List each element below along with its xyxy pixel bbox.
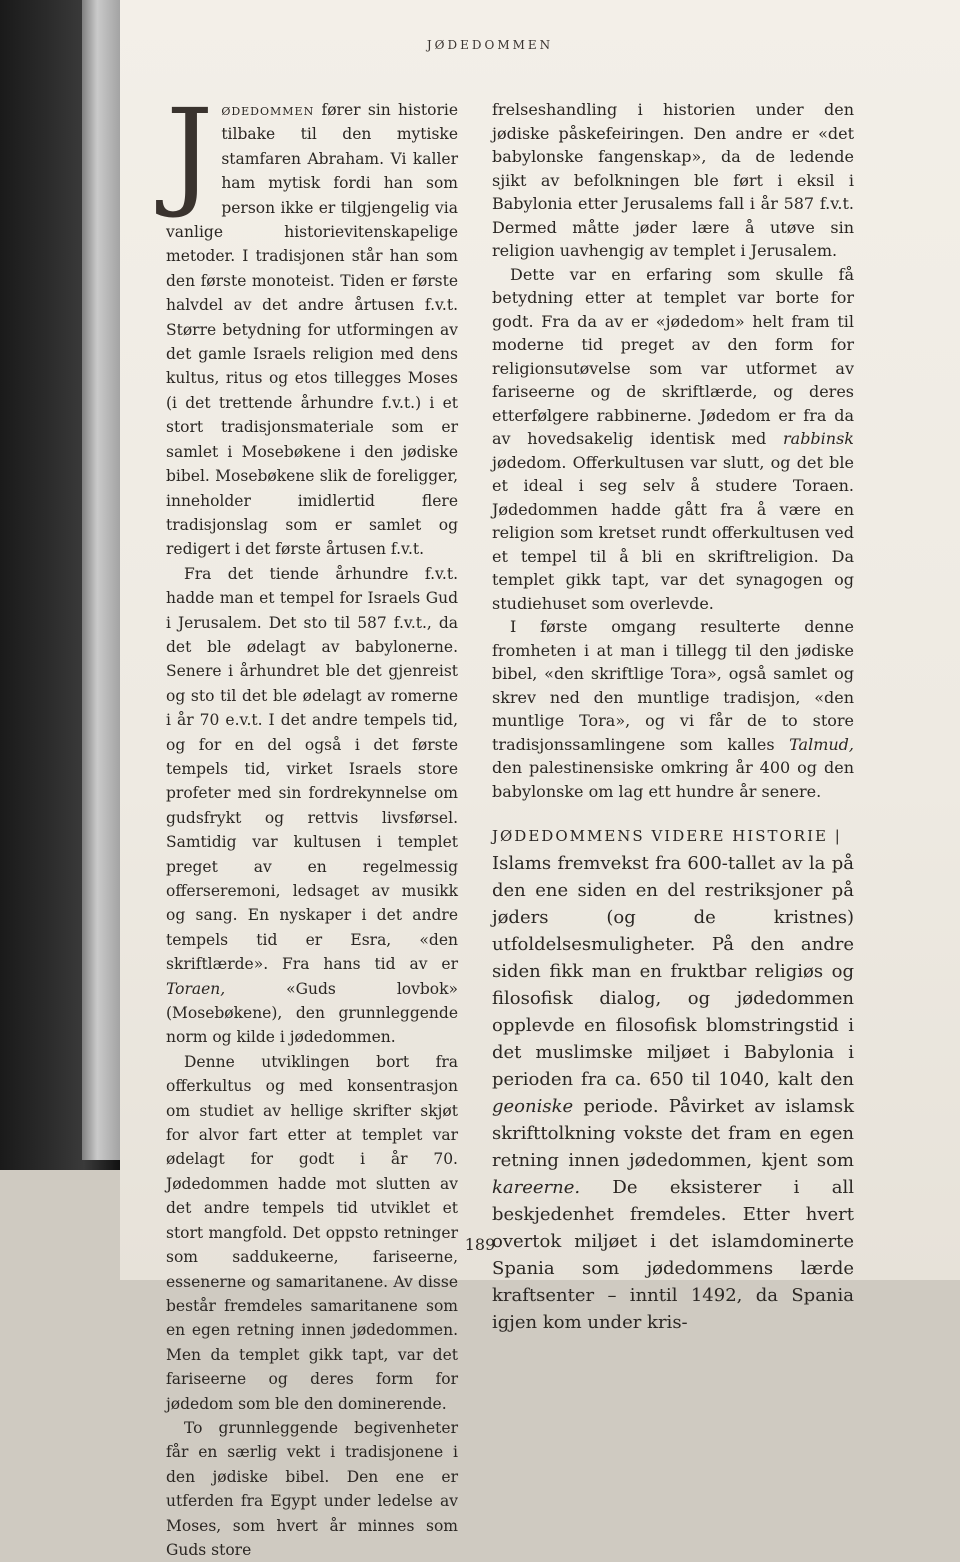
photo-highlight <box>82 0 120 1160</box>
left-column <box>166 83 458 1562</box>
paragraph: To grunnleggende begivenheter får en særlig vekt i tradisjonene i den jødiske bibel. Den ene er utferden fra Egypt under ledelse av Moses, som hvert år minnes som Guds store <box>166 1418 458 1559</box>
paragraph: frelseshandling i historien under den jødiske påskefeiringen. Den andre er «det babylonske fangenskap», da de ledende sjikt av befolkningen ble ført i eksil i Babylonia etter Jerusalems fall i år 587 f.v.t. Dermed måtte jøder lære å utøve sin religion uavhengig av templet i Jerusalem. <box>492 100 854 260</box>
page-number: 189 <box>464 1235 496 1254</box>
paragraph <box>166 562 458 1050</box>
paragraph <box>492 263 854 616</box>
lead-word: ødedommen <box>221 101 315 119</box>
italic-term: geoniske <box>492 1096 574 1117</box>
right-column <box>492 98 854 1336</box>
paragraph <box>166 83 458 562</box>
section <box>492 823 854 1336</box>
paragraph-text: I første omgang resulterte denne fromheten i at man i tillegg til den jødiske bibel, «den skriftlige Tora», også samlet og skrev ned den muntlige tradisjon, «den muntlige Tora», og vi får de to store tradisjonssamlingene som kalles <box>492 617 854 754</box>
book-page <box>120 0 960 1559</box>
paragraph-text: Fra det tiende århundre f.v.t. hadde man et tempel for Israels Gud i Jerusalem. Det sto til 587 f.v.t., da det ble ødelagt av babylonerne. Senere i århundret ble det gjenreist og sto til det ble ødelagt av romerne i år 70 e.v.t. I det andre tempels tid, og for en del også i det første tempels tid, virket Israels store profeter med sin fordrekynnelse om gudsfrykt og rettvis livsførsel. Samtidig var kultusen i templet preget av en regelmessig offerseremoni, ledsaget av musikk og sang. En nyskaper i det andre tempels tid er Esra, «den skriftlærde». Fra hans tid av er <box>166 564 458 974</box>
italic-term: Toraen, <box>166 979 226 998</box>
paragraph <box>492 850 854 1336</box>
paragraph: Denne utviklingen bort fra offerkultus og med konsentrasjon om studiet av hellige skrifter skjøt for alvor fart etter at templet var ødelagt for godt i år 70. Jødedommen hadde mot slutten av det andre tempels tid utviklet et stort mangfold. Det oppsto retninger som saddukeerne, fariseerne, essenerne og samaritanene. Av disse består fremdeles samaritanene som en egen retning innen jødedommen. Men da templet gikk tapt, var det fariseerne og deres form for jødedom som ble den dominerende. <box>166 1052 458 1413</box>
paragraph-text: Dette var en erfaring som skulle få betydning etter at templet var borte for godt. Fra da av er «jødedom» helt fram til moderne tid preget av den form for religionsutøvelse som var utformet av fariseerne og de skriftlærde, og deres etterfølgere rabbinerne. Jødedom er fra da av hovedsakelig identisk med <box>492 264 854 448</box>
paragraph-text: periode. Påvirket av islamsk skrifttolkning vokste det fram en egen retning innen jødedommen, kjent som <box>492 1096 854 1171</box>
running-head: JØDEDOMMEN <box>426 38 554 52</box>
facing-page-photo <box>0 0 120 1170</box>
italic-term: rabbinsk <box>783 429 854 448</box>
paragraph-text: fører sin historie tilbake til den mytiske stamfaren Abraham. Vi kaller ham mytisk fordi han som person ikke er tilgjengelig via vanlige historievitenskapelige metoder. I tradisjonen står han som den første monoteist. Tiden er første halvdel av det andre årtusen f.v.t. Større betydning for utformingen av det gamle Israels religion med dens kultus, ritus og etos tillegges Moses (i det trettende århundre f.v.t.) i et stort tradisjonsmateriale som er samlet i Mosebøkene i den jødiske bibel. Mosebøkene slik de foreligger, inneholder imidlertid flere tradisjonslag som er samlet og redigert i det første årtusen f.v.t. <box>166 101 458 559</box>
section-heading: JØDEDOMMENS VIDERE HISTORIE | <box>492 827 842 845</box>
italic-term: kareerne. <box>492 1177 581 1198</box>
paragraph-text: jødedom. Offerkultusen var slutt, og det ble et ideal i seg selv å studere Toraen. Jødedommen hadde gått fra å være en religion som kretset rundt offerkultusen ved et tempel til å bli en skriftreligion. Da templet gikk tapt, var det synagogen og studiehuset som overlevde. <box>492 452 854 613</box>
paragraph-text: Islams fremvekst fra 600-tallet av la på den ene siden en del restriksjoner på jøders (og de kristnes) utfoldelsesmuligheter. På den andre siden fikk man en fruktbar religiøs og filosofisk dialog, og jødedommen opplevde en filosofisk blomstringstid i det muslimske miljøet i Babylonia i perioden fra ca. 650 til 1040, kalt den <box>492 853 854 1090</box>
italic-term: Talmud, <box>789 734 854 754</box>
paragraph-text: den palestinensiske omkring år 400 og den babylonske om lag ett hundre år senere. <box>492 758 854 801</box>
paragraph <box>492 615 854 803</box>
paragraph-text: De eksisterer i all beskjedenhet fremdeles. Etter hvert overtok miljøet i det islamdominerte Spania som jødedommens lærde kraftsenter – inntil 1492, da Spania igjen kom under kris- <box>492 1177 854 1333</box>
section-heading-paragraph <box>492 823 854 850</box>
paragraph-text: «Guds lovbok» (Mosebøkene), den grunnleggende norm og kilde i jødedommen. <box>166 979 458 1047</box>
drop-cap: J <box>166 83 214 221</box>
